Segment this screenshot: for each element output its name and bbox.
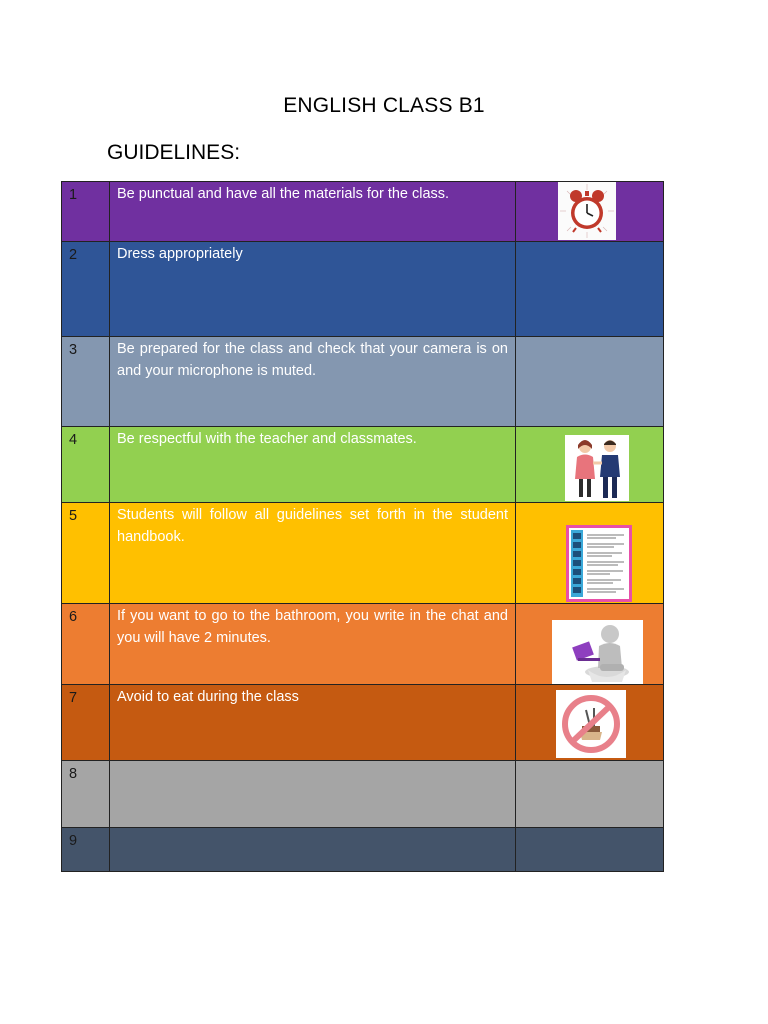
- row-number: 1: [62, 182, 110, 242]
- row-guideline-text: [110, 828, 516, 872]
- row-number: 5: [62, 503, 110, 604]
- row-image-cell: [516, 761, 664, 828]
- row-image-cell: [516, 503, 664, 604]
- row-number: 6: [62, 604, 110, 685]
- table-row: [62, 503, 664, 604]
- respect-poster-icon: [566, 525, 632, 602]
- row-number: 8: [62, 761, 110, 828]
- row-image-cell: [516, 337, 664, 427]
- row-guideline-text: Students will follow all guidelines set forth in the student handbook.: [110, 503, 516, 604]
- table-row: [62, 337, 664, 427]
- guidelines-table: [61, 181, 664, 872]
- row-image-cell: [516, 828, 664, 872]
- table-row: [62, 182, 664, 242]
- table-row: [62, 828, 664, 872]
- row-number: 3: [62, 337, 110, 427]
- row-guideline-text: Avoid to eat during the class: [110, 685, 516, 761]
- table-row: [62, 685, 664, 761]
- alarm-clock-icon: [558, 182, 616, 240]
- table-row: [62, 242, 664, 337]
- row-image-cell: [516, 427, 664, 503]
- document-title: ENGLISH CLASS B1: [283, 94, 485, 117]
- row-image-cell: [516, 685, 664, 761]
- guidelines-heading: GUIDELINES:: [107, 141, 241, 164]
- row-guideline-text: Be respectful with the teacher and classmates.: [110, 427, 516, 503]
- handshake-people-icon: [565, 435, 629, 501]
- no-food-icon: [556, 690, 626, 758]
- row-image-cell: [516, 182, 664, 242]
- row-number: 4: [62, 427, 110, 503]
- table-row: [62, 761, 664, 828]
- row-guideline-text: Be prepared for the class and check that your camera is on and your microphone is muted.: [110, 337, 516, 427]
- row-number: 7: [62, 685, 110, 761]
- row-image-cell: [516, 242, 664, 337]
- row-guideline-text: [110, 761, 516, 828]
- table-row: [62, 427, 664, 503]
- row-guideline-text: If you want to go to the bathroom, you write in the chat and you will have 2 minutes.: [110, 604, 516, 685]
- row-image-cell: [516, 604, 664, 685]
- row-number: 9: [62, 828, 110, 872]
- table-row: [62, 604, 664, 685]
- row-guideline-text: Be punctual and have all the materials for the class.: [110, 182, 516, 242]
- row-number: 2: [62, 242, 110, 337]
- toilet-person-icon: [552, 620, 643, 684]
- row-guideline-text: Dress appropriately: [110, 242, 516, 337]
